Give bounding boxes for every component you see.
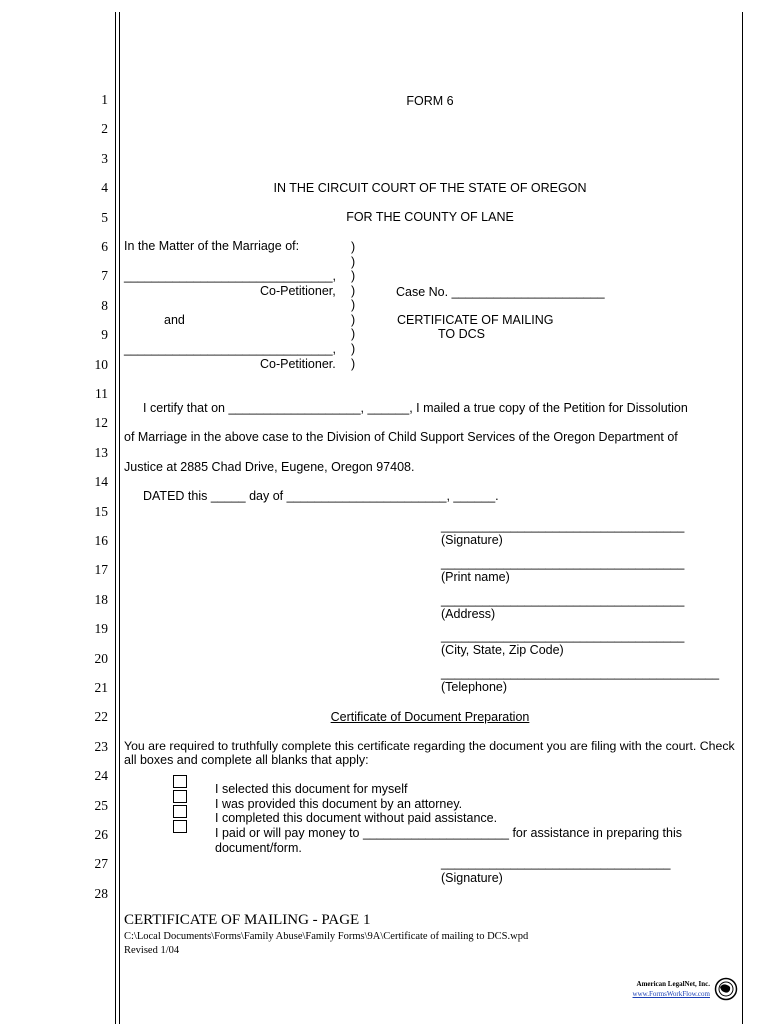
line-number: 26	[94, 827, 108, 842]
caption-paren: )	[351, 240, 356, 254]
preparation-heading: Certificate of Document Preparation	[330, 710, 530, 724]
line-number: 10	[94, 356, 108, 372]
line-number: 6	[101, 239, 108, 254]
and-label: and	[164, 313, 185, 327]
address-label: (Address)	[441, 607, 496, 621]
court-name: IN THE CIRCUIT COURT OF THE STATE OF OREGON	[273, 181, 587, 195]
line-number: 7	[101, 268, 108, 284]
logo-url[interactable]: www.FormsWorkFlow.com	[632, 990, 710, 998]
preparer-signature-line[interactable]: _________________________________	[441, 856, 671, 870]
caption-paren: )	[351, 255, 356, 269]
checkbox-without-paid-assistance[interactable]	[173, 805, 187, 818]
caption-paren: )	[351, 284, 356, 298]
line-number: 9	[101, 327, 108, 343]
line-number: 23	[94, 738, 108, 754]
line-number: 14	[94, 474, 108, 490]
line-number: 13	[94, 444, 108, 460]
right-margin-rule	[742, 12, 743, 1024]
signature-label: (Signature)	[441, 533, 503, 547]
print-name-label: (Print name)	[441, 570, 510, 584]
line-number: 18	[94, 591, 108, 607]
petitioner1-blank[interactable]: ______________________________,	[124, 269, 337, 283]
preparer-signature-label: (Signature)	[441, 871, 503, 885]
petitioner1-role: Co-Petitioner,	[260, 284, 336, 298]
line-number: 24	[94, 768, 108, 784]
line-number: 27	[94, 856, 108, 872]
option-provided-by-attorney: I was provided this document by an attorney.	[215, 797, 463, 811]
logo-company-name: American LegalNet, Inc.	[636, 980, 710, 988]
footer-revised: Revised 1/04	[124, 945, 180, 956]
globe-icon	[714, 977, 738, 1001]
preparation-instruction-2: all boxes and complete all blanks that apply:	[124, 753, 369, 767]
checkbox-selected-myself[interactable]	[173, 775, 187, 788]
footer-page-title: CERTIFICATE OF MAILING - PAGE 1	[124, 912, 371, 928]
option-without-paid-assistance: I completed this document without paid assistance.	[215, 811, 498, 825]
caption-paren: )	[351, 313, 356, 327]
left-margin-rule-2	[119, 12, 120, 1024]
line-number: 3	[101, 150, 108, 166]
telephone-label: (Telephone)	[441, 680, 508, 694]
caption-paren: )	[351, 327, 356, 341]
line-number: 17	[94, 562, 108, 578]
city-line[interactable]: ___________________________________	[441, 629, 685, 643]
case-number-field[interactable]: Case No. ______________________	[396, 285, 605, 299]
line-number: 19	[94, 621, 108, 637]
line-number: 1	[101, 92, 108, 107]
line-number: 12	[94, 415, 108, 431]
print-name-line[interactable]: ___________________________________	[441, 556, 685, 570]
county-name: FOR THE COUNTY OF LANE	[346, 210, 514, 224]
petitioner2-role: Co-Petitioner.	[260, 357, 336, 371]
line-number: 28	[94, 885, 108, 901]
address-line[interactable]: ___________________________________	[441, 593, 685, 607]
american-legalnet-logo[interactable]	[620, 972, 740, 1006]
document-title-line1: CERTIFICATE OF MAILING	[397, 313, 554, 327]
option-selected-myself: I selected this document for myself	[215, 782, 408, 796]
line-number: 21	[94, 680, 108, 695]
certify-paragraph-line3: Justice at 2885 Chad Drive, Eugene, Oregon 97408.	[124, 460, 415, 474]
matter-label: In the Matter of the Marriage of:	[124, 239, 300, 253]
certify-paragraph-line2: of Marriage in the above case to the Division of Child Support Services of the Oregon Department of	[124, 430, 678, 444]
preparation-instruction-1: You are required to truthfully complete this certificate regarding the document you are filing with the court. Check	[124, 739, 735, 753]
left-margin-rule-1	[115, 12, 116, 1024]
document-title-line2: TO DCS	[438, 327, 485, 341]
checkbox-provided-by-attorney[interactable]	[173, 790, 187, 803]
certify-paragraph-line1: I certify that on ___________________, ______, I mailed a true copy of the Petition for Dissolution	[143, 401, 688, 415]
line-number: 4	[101, 180, 108, 196]
line-number: 20	[94, 650, 108, 666]
city-label: (City, State, Zip Code)	[441, 643, 564, 657]
line-number: 2	[101, 121, 108, 137]
caption-paren: )	[351, 342, 356, 356]
footer-file-path: C:\Local Documents\Forms\Family Abuse\Family Forms\9A\Certificate of mailing to DCS.wpd	[124, 931, 529, 942]
form-number: FORM 6	[406, 94, 454, 108]
petitioner2-blank[interactable]: ______________________________,	[124, 342, 337, 356]
caption-paren: )	[351, 357, 356, 371]
line-number: 25	[94, 797, 108, 813]
line-number: 5	[101, 209, 108, 225]
telephone-line[interactable]: ________________________________________	[441, 666, 720, 680]
option-paid-assistance-cont: document/form.	[215, 841, 302, 855]
line-number: 15	[94, 503, 108, 519]
checkbox-paid-assistance[interactable]	[173, 820, 187, 833]
signature-line[interactable]: ___________________________________	[441, 519, 685, 533]
line-number: 16	[94, 533, 108, 548]
caption-paren: )	[351, 269, 356, 283]
line-number: 8	[101, 297, 108, 313]
option-paid-assistance[interactable]: I paid or will pay money to _____________________ for assistance in preparing this	[215, 826, 682, 840]
dated-line[interactable]: DATED this _____ day of _______________________, ______.	[143, 489, 499, 503]
line-number: 11	[95, 386, 108, 401]
line-number: 22	[94, 709, 108, 725]
caption-paren: )	[351, 298, 356, 312]
